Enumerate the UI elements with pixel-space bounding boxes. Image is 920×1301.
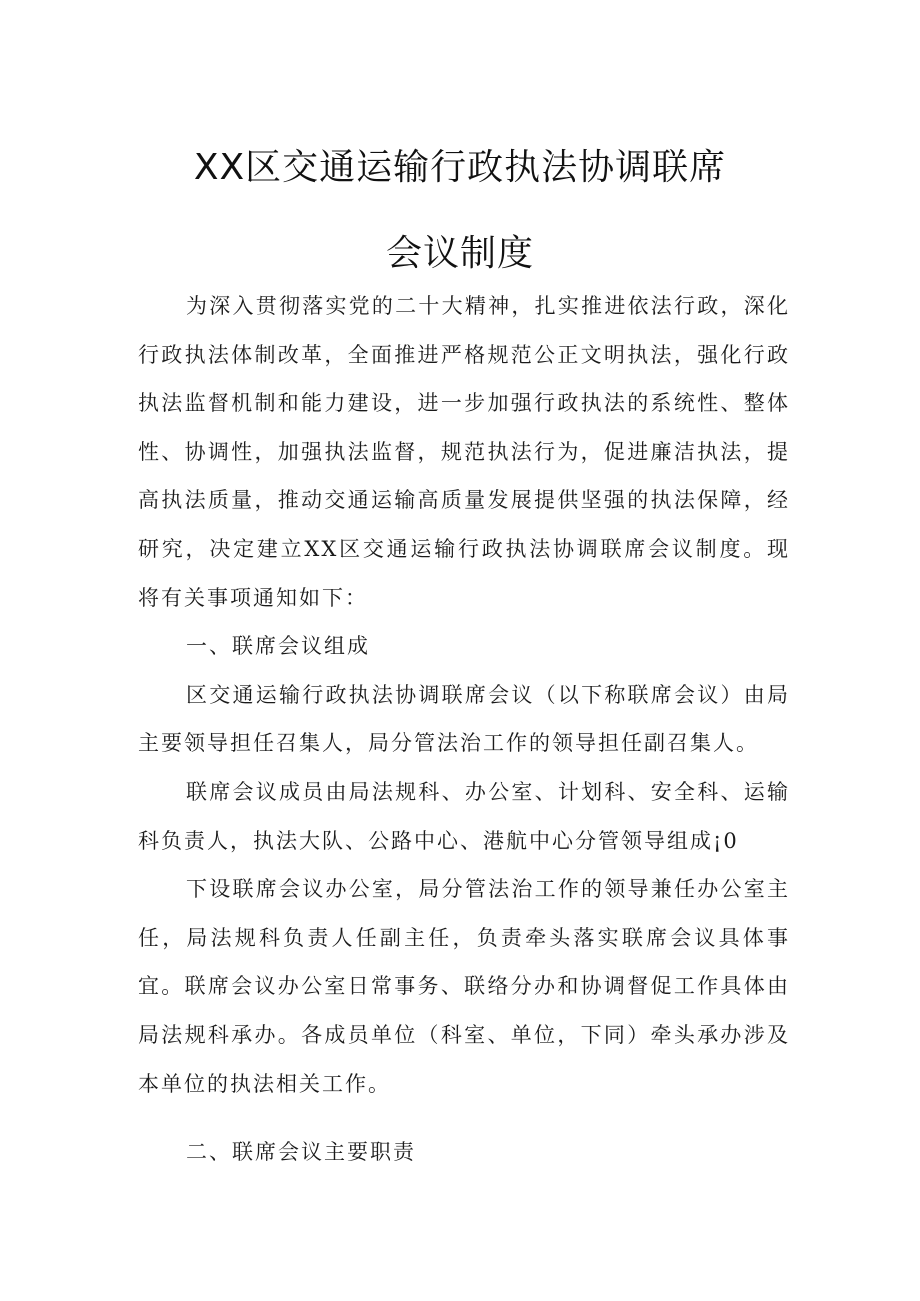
- document-body: [138, 282, 790, 1177]
- composition-paragraph: 区交通运输行政执法协调联席会议（以下称联席会议）由局主要领导担任召集人，局分管法治工作的领导担任副召集人。: [138, 682, 790, 756]
- intro-paragraph: 为深入贯彻落实党的二十大精神，扎实推进依法行政，深化行政执法体制改革，全面推进严格规范公正文明执法，强化行政执法监督机制和能力建设，进一步加强行政执法的系统性、整体性、协调性，加强执法监督，规范执法行为，促进廉洁执法，提高执法质量，推动交通运输高质量发展提供坚强的执法保障，经研究，决定建立XX区交通运输行政执法协调联席会议制度。现将有关事项通知如下：: [138, 294, 790, 610]
- members-paragraph: 联席会议成员由局法规科、办公室、计划科、安全科、运输科负责人，执法大队、公路中心、港航中心分管领导组成¡0: [138, 779, 790, 853]
- document-title-line-1: XX区交通运输行政执法协调联席: [193, 147, 727, 188]
- section-heading-1: 一、联席会议组成: [186, 634, 370, 659]
- section-heading-2: 二、联席会议主要职责: [186, 1140, 416, 1165]
- document-title-line-2: 会议制度: [385, 233, 534, 274]
- office-paragraph: 下设联席会议办公室，局分管法治工作的领导兼任办公室主任，局法规科负责人任副主任，负责牵头落实联席会议具体事宜。联席会议办公室日常事务、联络分办和协调督促工作具体由局法规科承办。各成员单位（科室、单位，下同）牵头承办涉及本单位的执法相关工作。: [138, 877, 790, 1096]
